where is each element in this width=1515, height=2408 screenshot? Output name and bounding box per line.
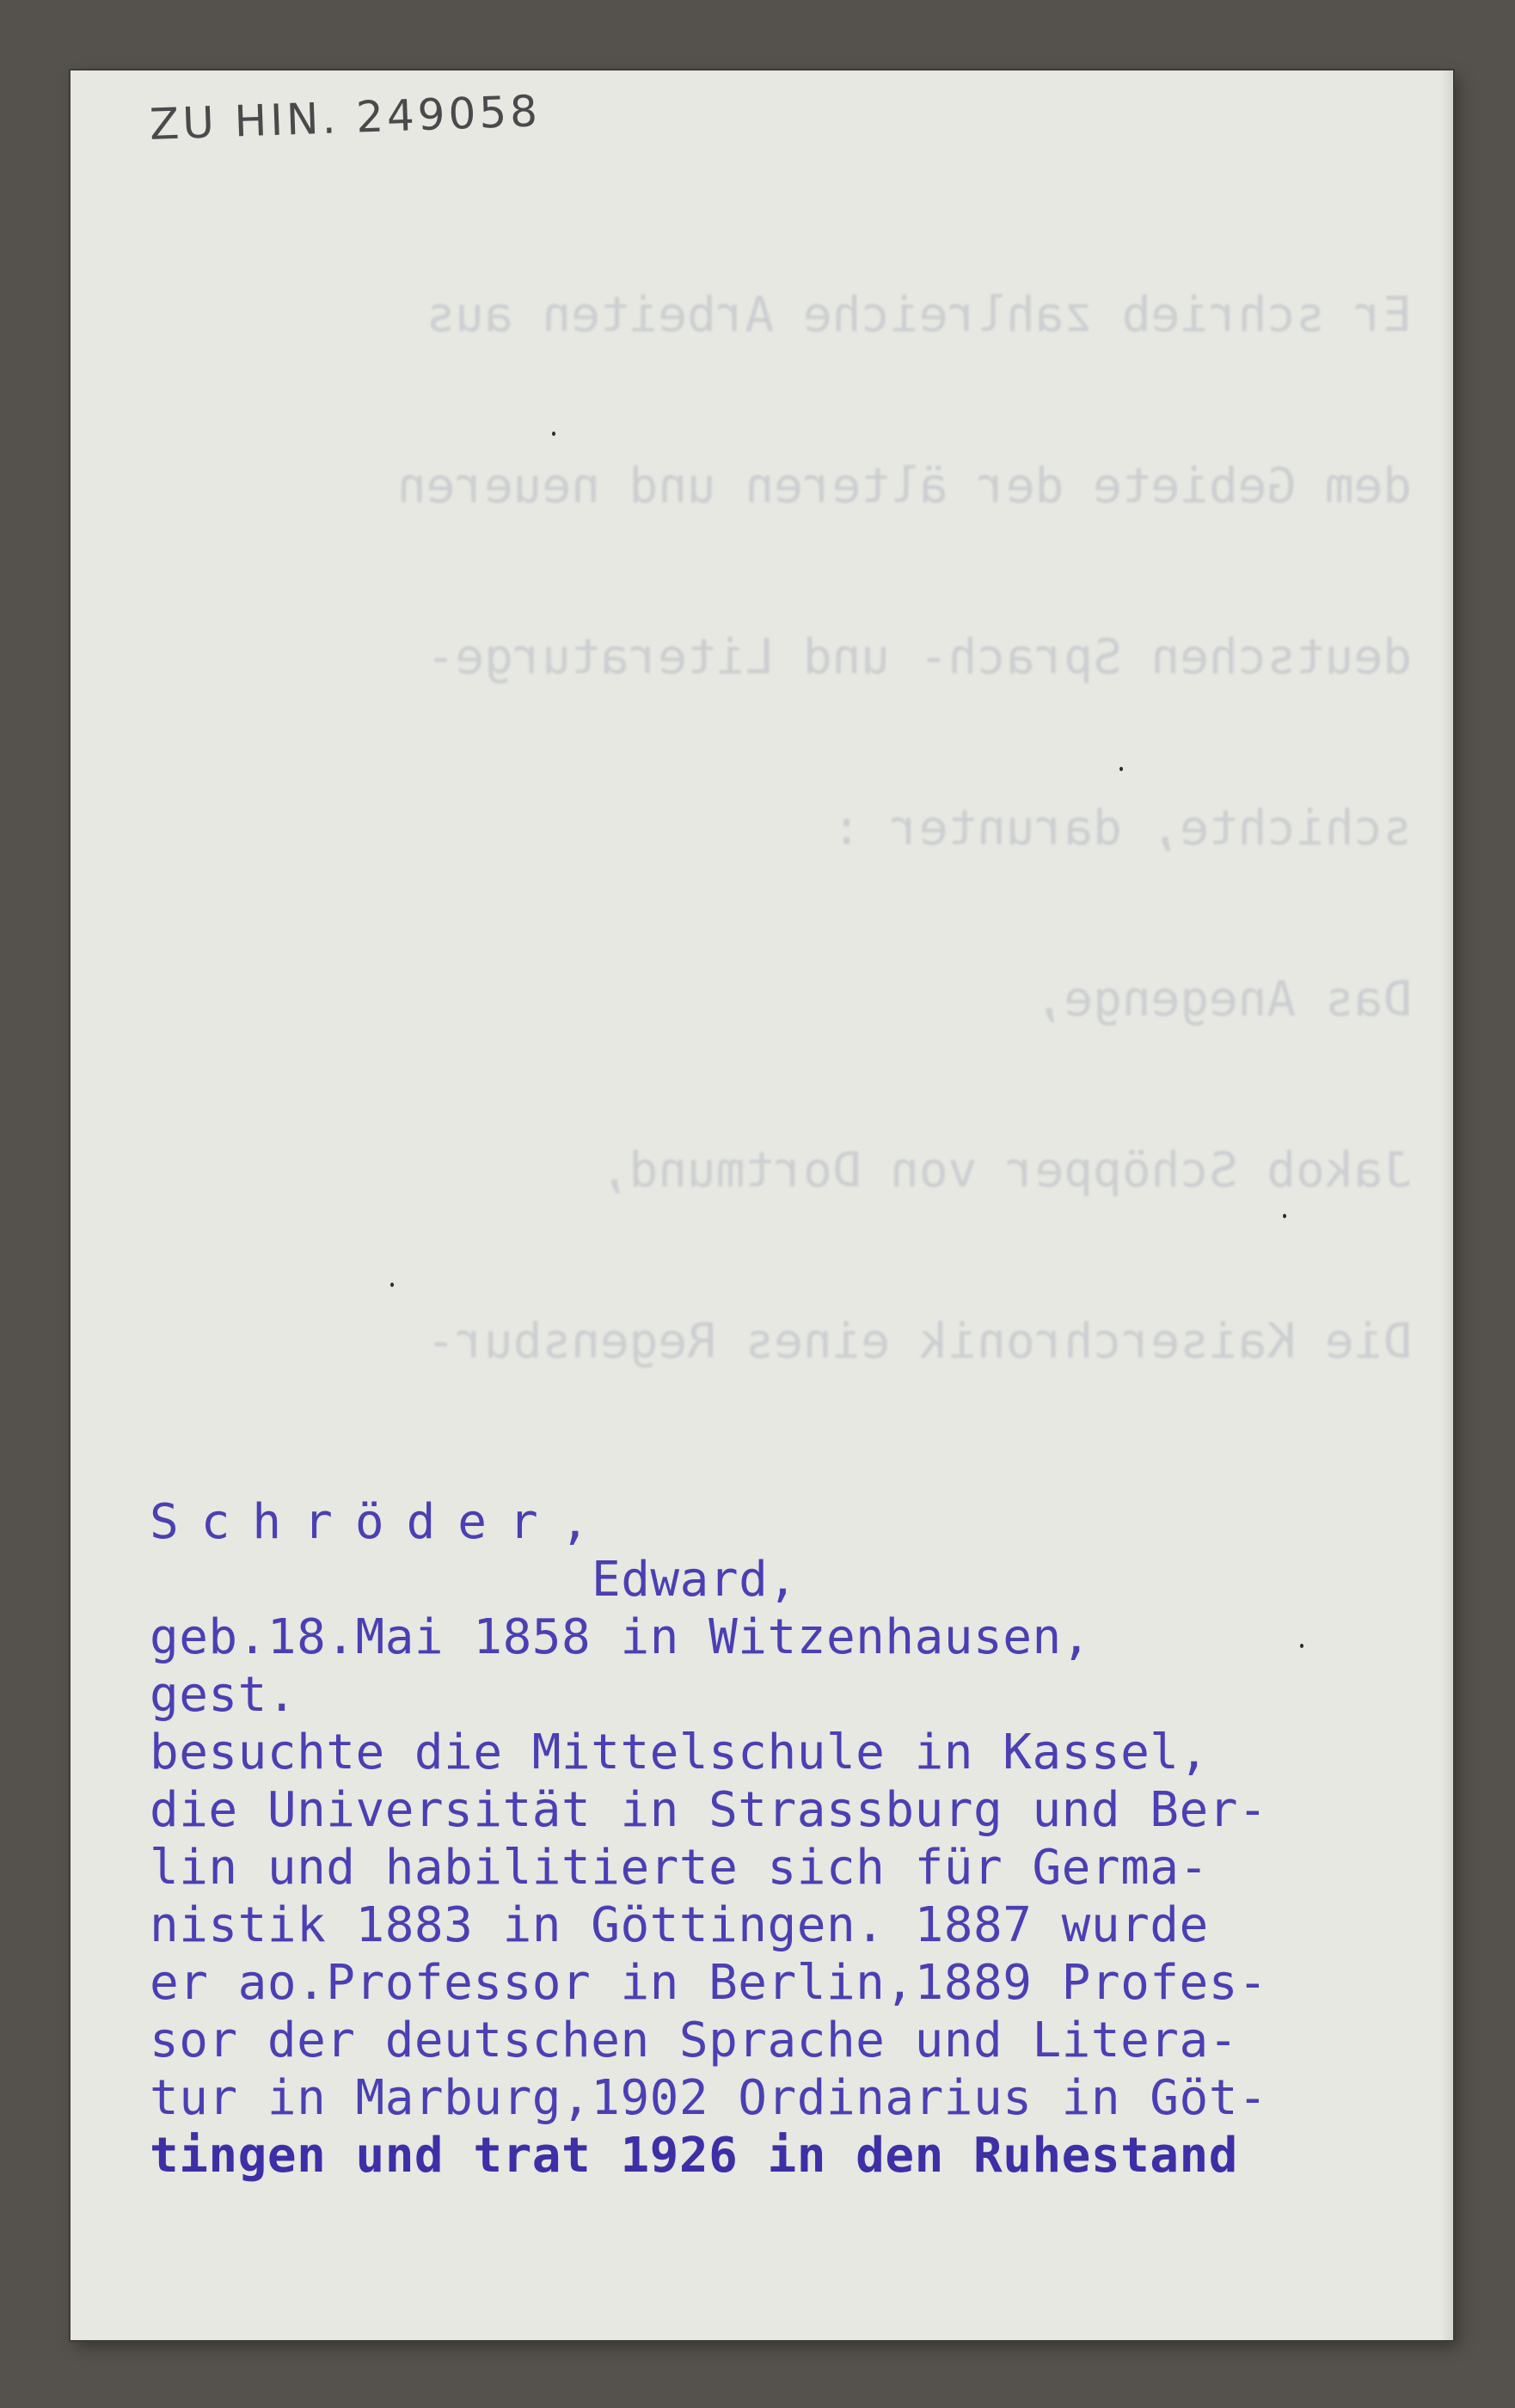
show-through-line: Er schrieb zahlreiche Arbeiten aus — [426, 287, 1412, 343]
paper-speck — [390, 1283, 394, 1287]
show-through-line: Jakob Schöpper von Dortmund, — [599, 1143, 1412, 1198]
entry-firstname: Edward, — [592, 1552, 798, 1608]
show-through-line: dem Gebiete der älteren und neueren — [396, 458, 1412, 514]
paper-speck — [552, 432, 555, 436]
archive-reference-note: ZU HIN. 249058 — [148, 86, 542, 150]
paper-speck — [1300, 1644, 1303, 1648]
entry-surname: Schröder, — [150, 1494, 612, 1550]
entry-line: gest. — [150, 1667, 297, 1723]
index-card — [71, 70, 1453, 2340]
show-through-line: schichte, darunter : — [831, 800, 1412, 856]
entry-line: lin und habilitierte sich für Germa- — [150, 1840, 1209, 1896]
entry-line: besuchte die Mittelschule in Kassel, — [150, 1725, 1209, 1780]
entry-line: tur in Marburg,1902 Ordinarius in Göt- — [150, 2070, 1268, 2126]
entry-line: sor der deutschen Sprache und Litera- — [150, 2013, 1238, 2068]
entry-line: geb.18.Mai 1858 in Witzenhausen, — [150, 1609, 1091, 1665]
entry-last-line: tingen und trat 1926 in den Ruhestand — [150, 2128, 1238, 2184]
entry-line: die Universität in Strassburg und Ber- — [150, 1782, 1268, 1838]
show-through-line: deutschen Sprach- und Literaturge- — [426, 629, 1412, 685]
reverse-side-show-through — [122, 174, 1412, 1377]
entry-line: er ao.Professor in Berlin,1889 Profes- — [150, 1955, 1268, 2011]
paper-speck — [1119, 767, 1123, 771]
typed-entry — [150, 1493, 1457, 2184]
show-through-line: Die Kaiserchronik eines Regensbur- — [426, 1314, 1412, 1369]
entry-line: nistik 1883 in Göttingen. 1887 wurde — [150, 1897, 1209, 1953]
paper-speck — [1283, 1214, 1286, 1218]
show-through-line: Das Anegenge, — [1034, 971, 1412, 1027]
